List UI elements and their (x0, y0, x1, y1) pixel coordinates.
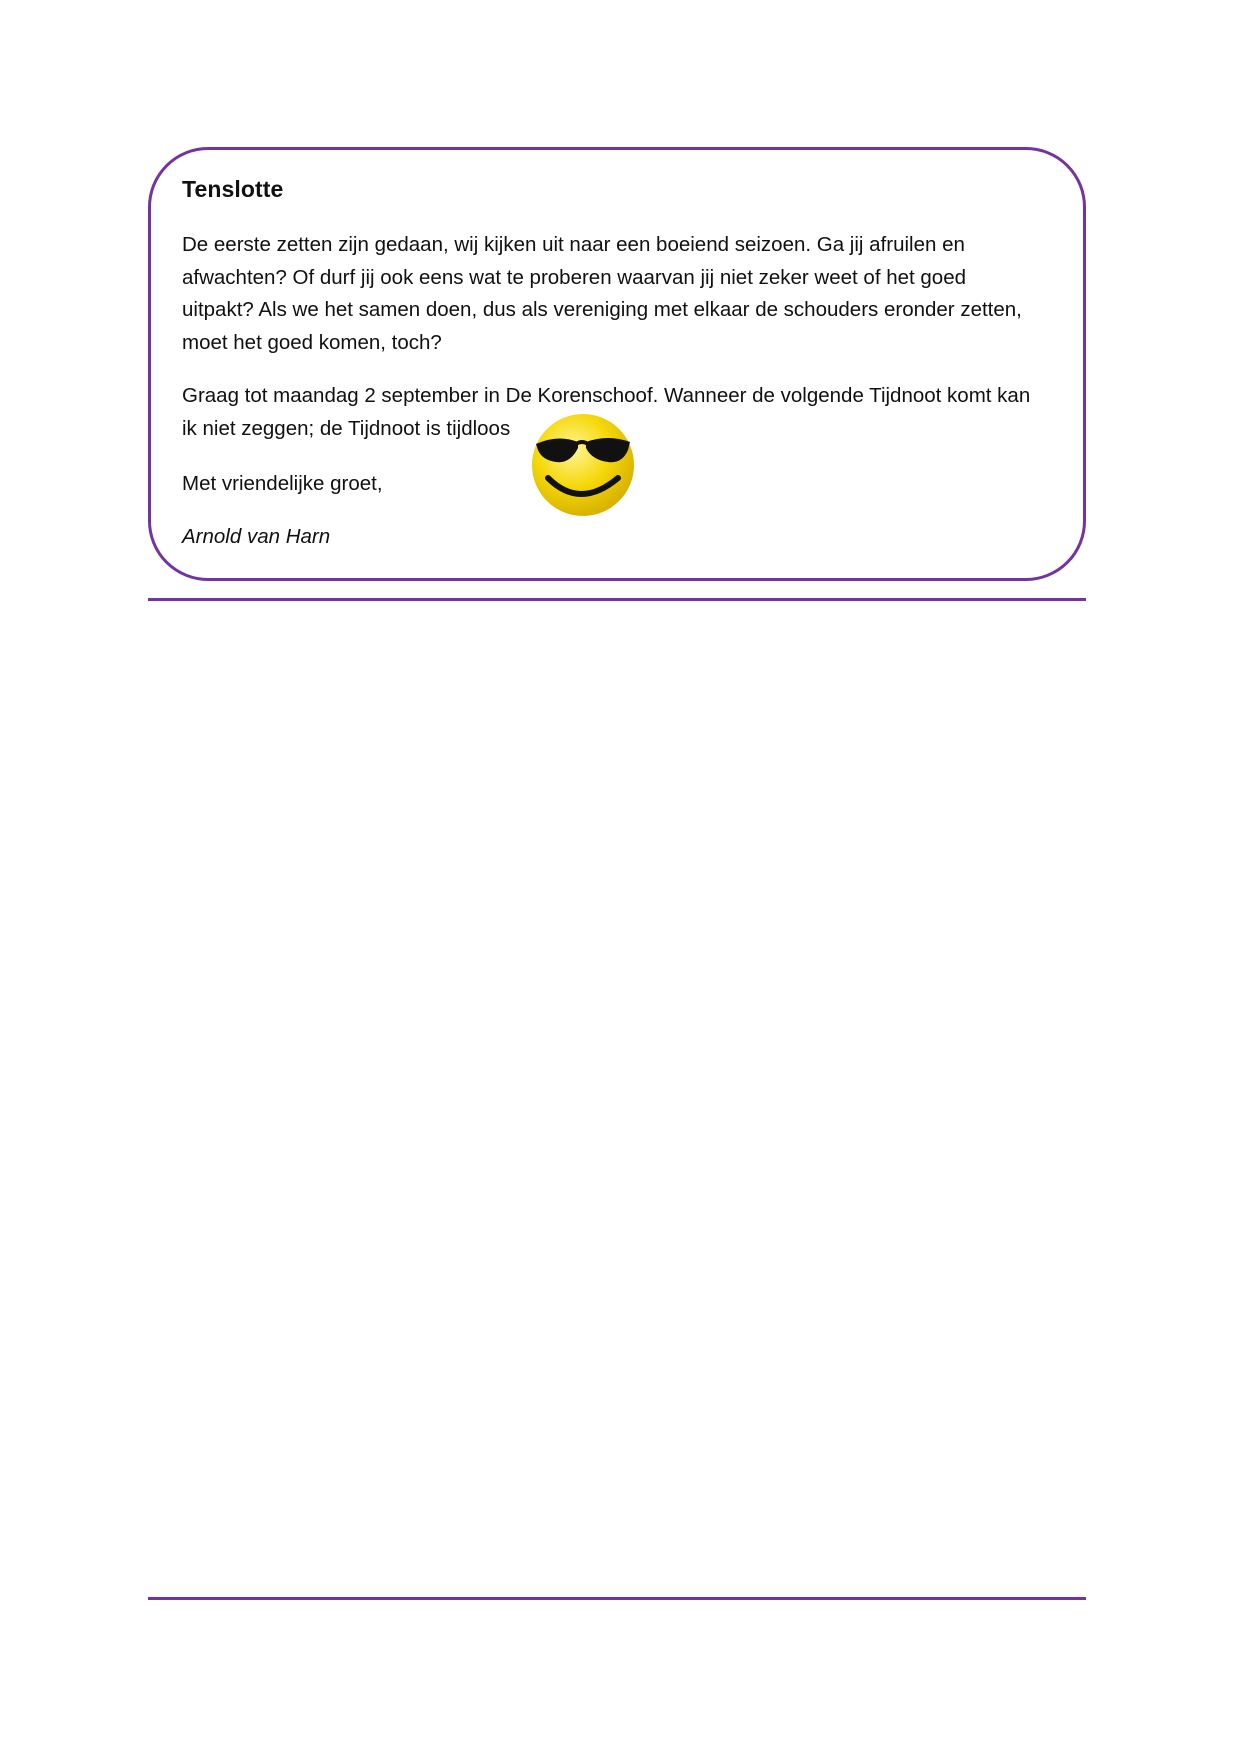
closing-greeting: Met vriendelijke groet, (182, 472, 383, 495)
paragraph-intro-line: uitpakt? Als we het samen doen, dus als vereniging met elkaar de schouders eronder zetten, (182, 298, 1022, 321)
paragraph-meeting-line: Graag tot maandag 2 september in De Korenschoof. Wanneer de volgende Tijdnoot komt kan (182, 384, 1031, 407)
paragraph-intro-line: afwachten? Of durf jij ook eens wat te proberen waarvan jij niet zeker weet of het goed (182, 265, 967, 289)
paragraph-intro-line: De eerste zetten zijn gedaan, wij kijken uit naar een boeiend seizoen. Ga jij afruilen en (182, 233, 965, 256)
sunglasses-smiley-icon (530, 412, 636, 518)
divider-bottom (148, 1597, 1086, 1600)
signature: Arnold van Harn (182, 525, 331, 548)
sunglasses-bridge (576, 442, 588, 444)
paragraph-meeting-line: ik niet zeggen; de Tijdnoot is tijdloos (182, 416, 511, 440)
smiley-face (532, 414, 634, 516)
section-title: Tenslotte (182, 176, 284, 202)
paragraph-intro (182, 229, 1022, 359)
paragraph-intro-line: moet het goed komen, toch? (182, 330, 442, 354)
divider-top (148, 598, 1086, 601)
